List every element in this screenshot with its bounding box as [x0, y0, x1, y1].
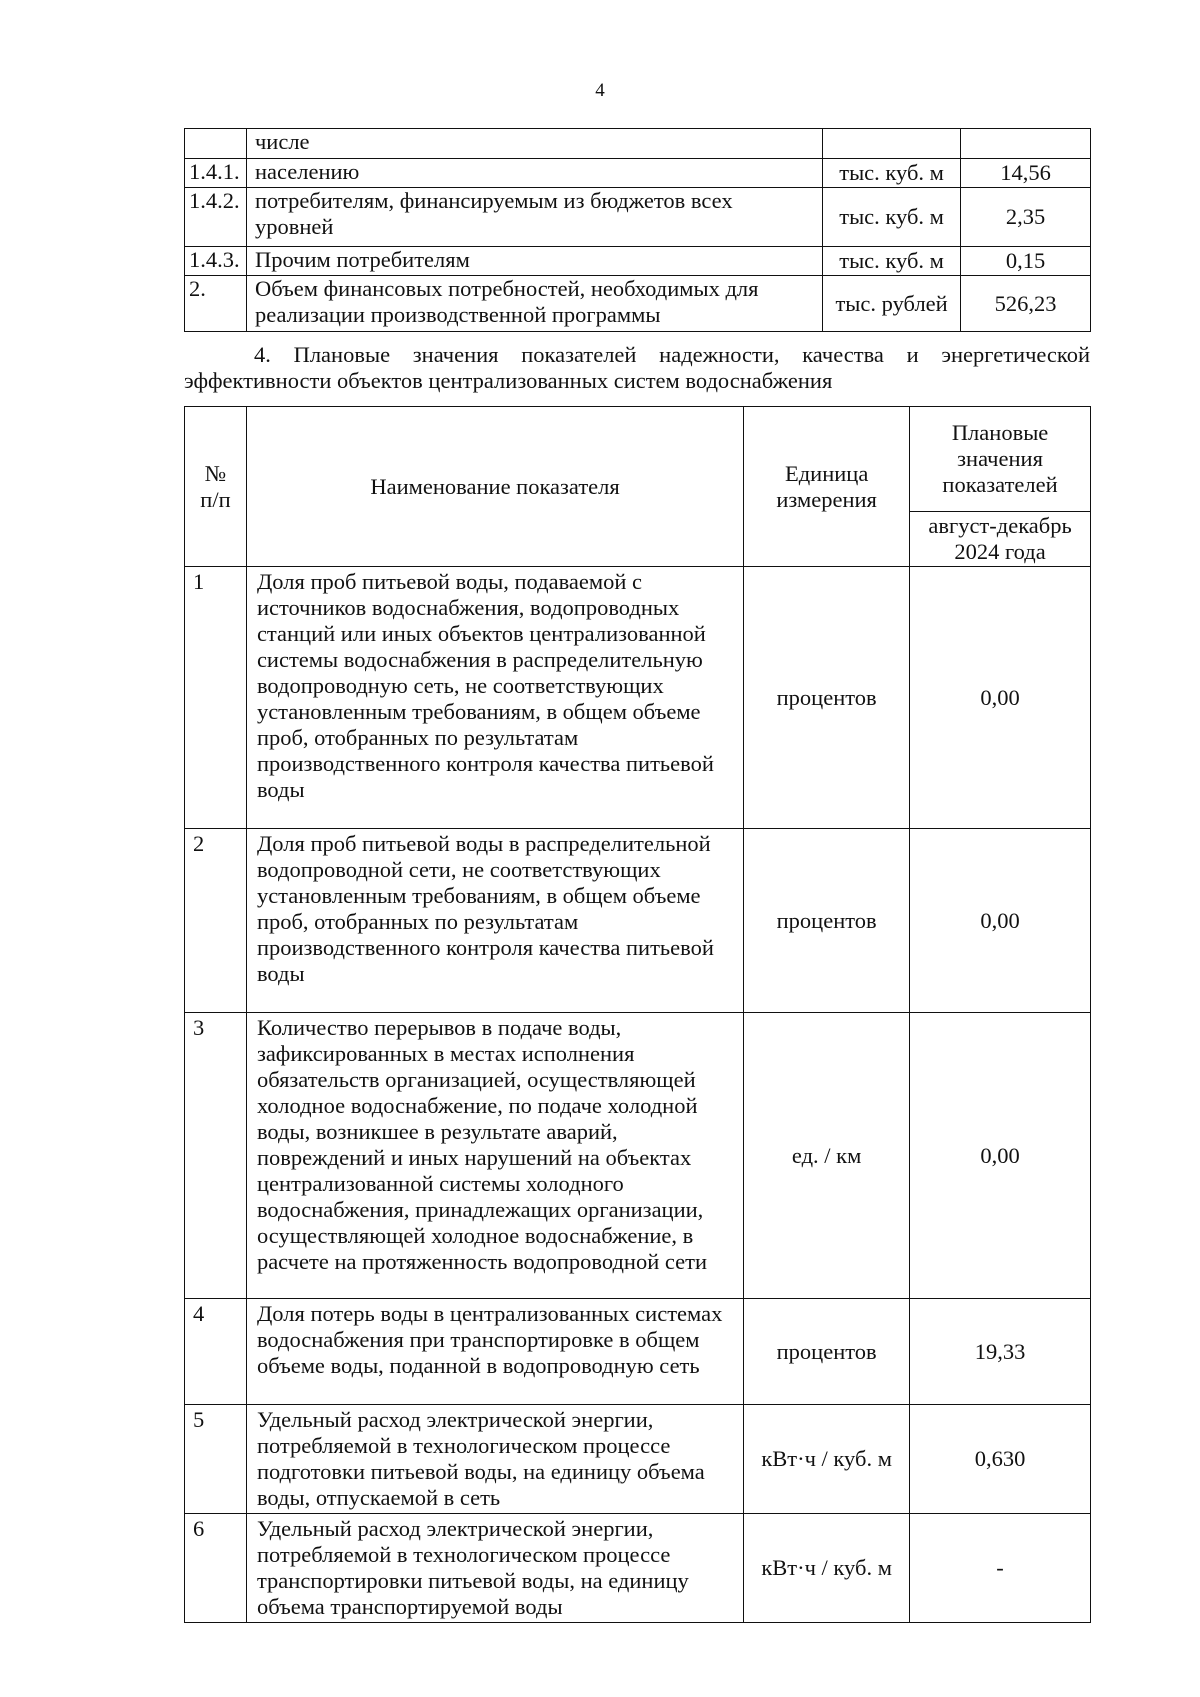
- row-unit: кВт·ч / куб. м: [744, 1405, 910, 1514]
- table-row: [185, 1013, 1091, 1299]
- row-unit: кВт·ч / куб. м: [744, 1514, 910, 1623]
- row-number: 2: [185, 829, 247, 1013]
- page-number: 4: [595, 80, 605, 101]
- row-name: Доля потерь воды в централизованных системах водоснабжения при транспортировке в общем объеме воды, поданной в водопроводную сеть: [246, 1299, 743, 1405]
- row-number: 5: [185, 1405, 247, 1514]
- row-value: 14,56: [961, 159, 1091, 188]
- row-name: Объем финансовых потребностей, необходимых для реализации производственной программы: [246, 276, 822, 332]
- table-row: [185, 276, 1091, 332]
- row-number: 6: [185, 1514, 247, 1623]
- header-number: № п/п: [185, 407, 247, 567]
- table-row: [185, 188, 1091, 247]
- header-period: август-декабрь 2024 года: [910, 512, 1091, 567]
- header-unit: Единица измерения: [744, 407, 910, 567]
- row-number: 1: [185, 567, 247, 829]
- row-name: потребителям, финансируемым из бюджетов всех уровней: [246, 188, 822, 247]
- row-unit: процентов: [744, 1299, 910, 1405]
- row-value: [961, 129, 1091, 159]
- row-value: 19,33: [910, 1299, 1091, 1405]
- row-unit: процентов: [744, 567, 910, 829]
- row-unit: ед. / км: [744, 1013, 910, 1299]
- table-row: [185, 247, 1091, 276]
- row-unit: тыс. рублей: [823, 276, 961, 332]
- table-row: [185, 1514, 1091, 1623]
- row-number: 1.4.1.: [185, 159, 247, 188]
- table-row: [185, 129, 1091, 159]
- table-header-row: [185, 407, 1091, 512]
- row-unit: [823, 129, 961, 159]
- row-value: 0,00: [910, 567, 1091, 829]
- row-unit: тыс. куб. м: [823, 188, 961, 247]
- row-value: 0,630: [910, 1405, 1091, 1514]
- row-name: Удельный расход электрической энергии, потребляемой в технологическом процессе транспортировки питьевой воды, на единицу объема транспортируемой воды: [246, 1514, 743, 1623]
- row-value: 2,35: [961, 188, 1091, 247]
- row-value: 526,23: [961, 276, 1091, 332]
- row-number: 2.: [185, 276, 247, 332]
- table-row: [185, 1405, 1091, 1514]
- row-name: Доля проб питьевой воды, подаваемой с источников водоснабжения, водопроводных станций или иных объектов централизованной системы водоснабжения в распределительную водопроводную сеть, не соответствующих установленным требованиям, в общем объеме проб, отобранных по результатам производственного контроля качества питьевой воды: [246, 567, 743, 829]
- indicators-table: [184, 406, 1091, 1623]
- row-name: населению: [246, 159, 822, 188]
- row-number: 1.4.2.: [185, 188, 247, 247]
- row-value: 0,00: [910, 1013, 1091, 1299]
- table-row: [185, 567, 1091, 829]
- row-name: Прочим потребителям: [246, 247, 822, 276]
- section-heading: 4. Плановые значения показателей надежности, качества и энергетической эффективности объектов централизованных систем водоснабжения: [184, 342, 1090, 393]
- header-planned-values: Плановые значения показателей: [910, 407, 1091, 512]
- row-value: -: [910, 1514, 1091, 1623]
- table-row: [185, 1299, 1091, 1405]
- row-name: Доля проб питьевой воды в распределительной водопроводной сети, не соответствующих установленным требованиям, в общем объеме проб, отобранных по результатам производственного контроля качества питьевой воды: [246, 829, 743, 1013]
- row-name: Удельный расход электрической энергии, потребляемой в технологическом процессе подготовки питьевой воды, на единицу объема воды, отпускаемой в сеть: [246, 1405, 743, 1514]
- row-name: Количество перерывов в подаче воды, зафиксированных в местах исполнения обязательств организацией, осуществляющей холодное водоснабжение, по подаче холодной воды, возникшее в результате аварий, повреждений и иных нарушений на объектах централизованной системы холодного водоснабжения, принадлежащих организации, осуществляющей холодное водоснабжение, в расчете на протяженность водопроводной сети: [246, 1013, 743, 1299]
- row-number: 1.4.3.: [185, 247, 247, 276]
- table-row: [185, 159, 1091, 188]
- production-program-table-continuation: [184, 128, 1091, 332]
- row-unit: тыс. куб. м: [823, 247, 961, 276]
- row-number: [185, 129, 247, 159]
- header-name: Наименование показателя: [246, 407, 743, 567]
- table-row: [185, 829, 1091, 1013]
- row-name: числе: [246, 129, 822, 159]
- row-unit: тыс. куб. м: [823, 159, 961, 188]
- row-value: 0,00: [910, 829, 1091, 1013]
- row-unit: процентов: [744, 829, 910, 1013]
- row-value: 0,15: [961, 247, 1091, 276]
- row-number: 4: [185, 1299, 247, 1405]
- row-number: 3: [185, 1013, 247, 1299]
